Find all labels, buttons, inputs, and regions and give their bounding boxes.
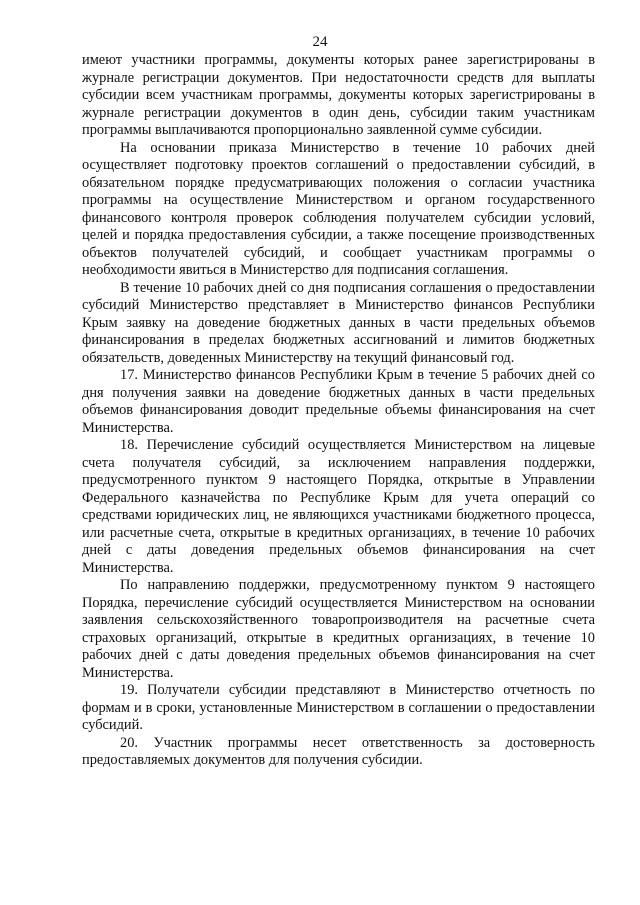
paragraph-item-20: 20. Участник программы несет ответственность за достоверность предоставляемых документов для получения субсидии. bbox=[82, 734, 595, 768]
paragraph-agreement-preparation: На основании приказа Министерство в течение 10 рабочих дней осуществляет подготовку проектов соглашений о предоставлении субсидий, в обязательном порядке предусматривающих положения о согласии участника программы на осуществление Министерством и органом государственного финансового контроля проверок соблюдения получателем субсидии условий, целей и порядка предоставления субсидии, а также посещение производственных объектов получателей субсидий, и сообщает участникам программы о необходимости явиться в Министерство для подписания соглашения. bbox=[82, 139, 595, 278]
paragraph-item-18: 18. Перечисление субсидий осуществляется Министерством на лицевые счета получателя субсидий, за исключением направления поддержки, предусмотренного пунктом 9 настоящего Порядка, открытые в Управлении Федерального казначейства по Республике Крым для учета операций со средствами юридических лиц, не являющихся участниками бюджетного процесса, или расчетные счета, открытые в кредитных организациях, в течение 10 рабочих дней с даты доведения предельных объемов финансирования на счет Министерства. bbox=[82, 437, 595, 576]
paragraph-item-17: 17. Министерство финансов Республики Крым в течение 5 рабочих дней со дня получения заявки на доведение бюджетных данных в части предельных объемов финансирования доводит предельные объемы финансирования на счет Министерства. bbox=[82, 367, 595, 436]
paragraph-item-19: 19. Получатели субсидии представляют в Министерство отчетность по формам и в сроки, установленные Министерством в соглашении о предоставлении субсидий. bbox=[82, 682, 595, 733]
page-number: 24 bbox=[312, 34, 328, 50]
paragraph-budget-request: В течение 10 рабочих дней со дня подписания соглашения о предоставлении субсидий Министерство представляет в Министерство финансов Республики Крым заявку на доведение бюджетных данных в части предельных объемов финансирования в пределах бюджетных ассигнований и лимитов бюджетных обязательств, доведенных Министерству на текущий финансовый год. bbox=[82, 279, 595, 366]
paragraph-support-direction: По направлению поддержки, предусмотренному пунктом 9 настоящего Порядка, перечисление субсидий осуществляется Министерством на основании заявления сельскохозяйственного товаропроизводителя на расчетные счета страховых организаций, открытые в кредитных организациях, в течение 10 рабочих дней с даты доведения предельных объемов финансирования на счет Министерства. bbox=[82, 577, 595, 681]
paragraph-continuation: имеют участники программы, документы которых ранее зарегистрированы в журнале регистрации документов. При недостаточности средств для выплаты субсидии всем участникам программы, документы которых зарегистрированы в журнале регистрации документов в один день, субсидии таким участникам программы выплачиваются пропорционально заявленной сумме субсидии. bbox=[82, 52, 595, 138]
document-body bbox=[82, 52, 595, 770]
